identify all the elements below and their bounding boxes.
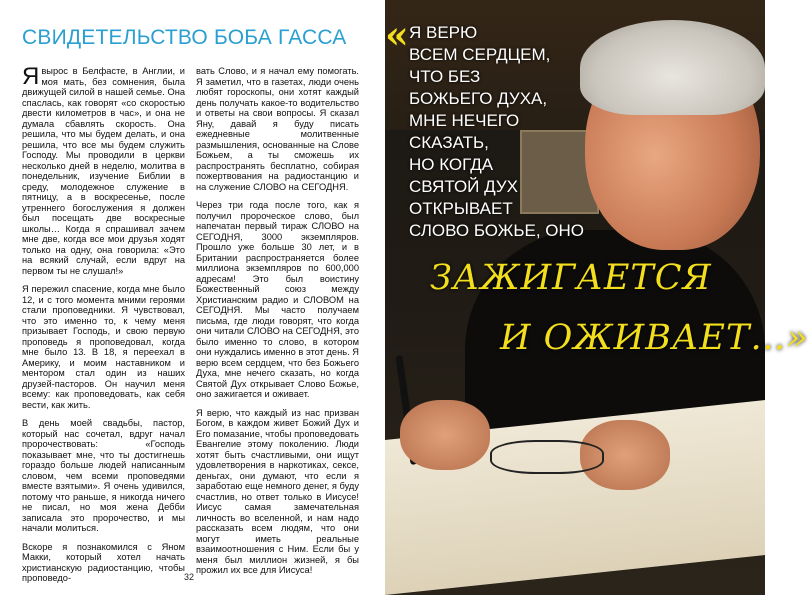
quote-line: СВЯТОЙ ДУХ	[409, 177, 518, 196]
quote-line: ОТКРЫВАЕТ	[409, 199, 513, 218]
quote-line: СКАЗАТЬ,	[409, 133, 489, 152]
left-page	[0, 0, 385, 595]
quote-line: Я ВЕРЮ	[409, 23, 478, 42]
paragraph: В день моей свадьбы, пастор, который нас сочетал, вдруг начал пророчествовать: «Господь показывает мне, что ты достигнешь гораздо больше людей написанным словом, чем всеми проповедями вместе взятыми». Я очень удивился, потому что раньше, я никогда ничего не писал, но моя жена Дебби записала это пророчество, и мы начали молиться.	[22, 418, 185, 533]
paragraph: Вскоре я познакомился с Яном Макки, который хотел начать христианскую радиостанцию, чтобы проповедо-	[22, 541, 185, 583]
text-column-2	[196, 66, 359, 584]
quote-line: ЧТО БЕЗ	[409, 67, 481, 86]
right-page-photo	[385, 0, 809, 595]
paragraph: Явырос в Белфасте, в Англии, и моя мать, без сомнения, была движущей силой в нашей семье. Она спаслась, как говорят «со скоростью двести километров в час», и она не думала сбавлять скорость. Она решила, что мы будем делать, и она решила, что все мы будем служить Господу. Мы проводили в церкви несколько дней в неделю, молитва в понедельник, изучение Библии в среду, молодежное служение в пятницу, а в воскресенье, после утреннего богослужения я должен был посещать две воскресные школы… Когда я спрашивал зачем мне две, когда все мои друзья ходят только на одну, она говорила: «Это на всякий случай, если вдруг на первом ты не слушал!»	[22, 63, 185, 276]
paragraph: Через три года после того, как я получил пророческое слово, был напечатан первый тираж СЛОВО на СЕГОДНЯ, 3000 экземпляров. Прошло уже больше 30 лет, и в Британии распространяется более миллиона экземпляров по 600,000 адресам! Это был воистину Божественный союз между Христианским радио и СЛОВОМ на СЕГОДНЯ. Мы часто получаем письма, где люди говорят, что когда они читали СЛОВО на СЕГОДНЯ, это было именно то слово, в котором они нуждались именно в этот день. Я верю всем сердцем, что без Божьего Духа, мне нечего сказать, но когда Святой Дух открывает Слово Божье, оно зажигается и оживает.	[196, 200, 359, 399]
pull-quote	[409, 22, 639, 242]
quote-line: БОЖЬЕГО ДУХА,	[409, 89, 548, 108]
eyeglasses	[490, 440, 604, 474]
paragraph: вать Слово, и я начал ему помогать. Я заметил, что в газетах, люди очень любят гороскопы, они хотят каждый день получать какое-то водительство и ответы на свои вопросы. Я сказал Яну, давай я буду писать ежедневные молитвенные размышления, основанные на Слове Божьем, а ты сможешь их распространять бесплатно, собирая пожертвования на радиостанцию и на служение СЛОВО на СЕГОДНЯ.	[196, 66, 359, 192]
quote-line: СЛОВО БОЖЬЕ, ОНО	[409, 221, 584, 240]
highlight-word-1: ЗАЖИГАЕТСЯ	[430, 258, 712, 298]
highlight-word-2: И ОЖИВАЕТ…»	[500, 318, 809, 358]
page-number: 32	[184, 572, 195, 582]
quote-open-mark: «	[385, 12, 409, 57]
article-title: СВИДЕТЕЛЬСТВО БОБА ГАССА	[22, 26, 347, 49]
quote-line: МНЕ НЕЧЕГО	[409, 111, 520, 130]
quote-line: ВСЕМ СЕРДЦЕМ,	[409, 45, 551, 64]
left-hand	[400, 400, 490, 470]
quote-line: НО КОГДА	[409, 155, 494, 174]
paragraph: Я пережил спасение, когда мне было 12, и с того момента мними героями стали проповедники. Я чувствовал, что это именно то, к чему меня призывает Господь, и свою первую проповедь я проповедовал, когда мне было 13. В 18, я переехал в Америку, и моим наставником и ментором стал один из наших друзей-пасторов. Он научил меня всему: как проповедовать, как себя вести, как жить.	[22, 284, 185, 410]
text-column-1	[22, 63, 185, 592]
paragraph: Я верю, что каждый из нас призван Богом, в каждом живет Божий Дух и Его помазание, чтобы проповедовать Евангелие этому поколению. Люди хотят быть счастливыми, они ищут удовлетворения в наркотиках, сексе, деньгах, они думают, что если я заработаю еще немного денег, я буду счастлив, но ответ только в Иисусе! Иисус самая замечательная личность во вселенной, и нам надо рассказать всем людям, что они могут иметь реальные взаимоотношения с Ним. Если бы у меня был миллион жизней, я бы прожил их все для Иисуса!	[196, 407, 359, 575]
